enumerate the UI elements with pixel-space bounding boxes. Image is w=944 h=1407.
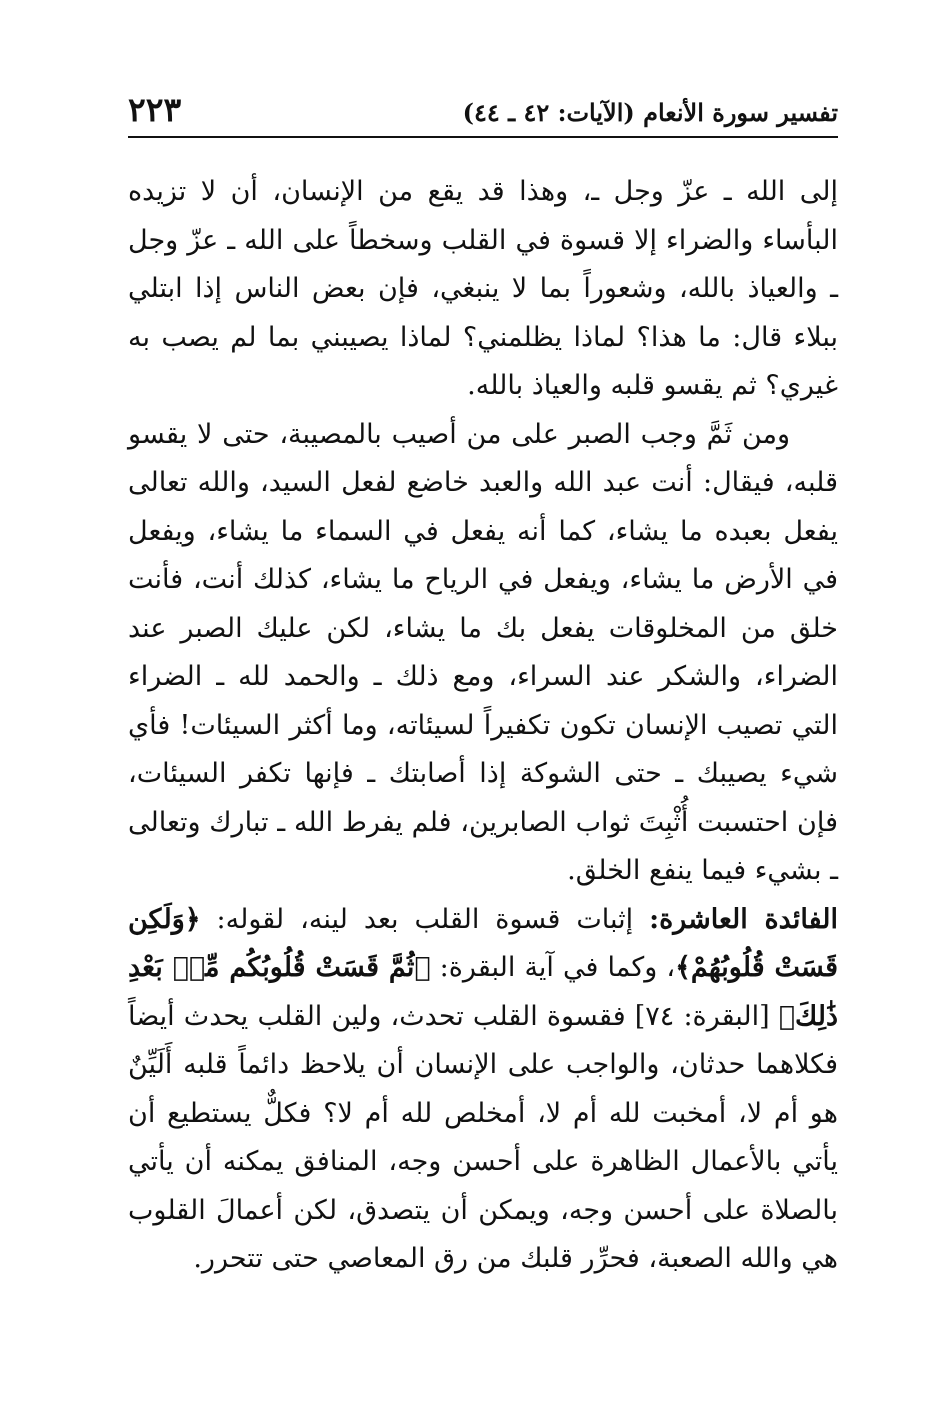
paragraph-3-text-a: إثبات قسوة القلب بعد لينه، لقوله: [200, 903, 650, 935]
paragraph-3-text-c: [البقرة: ٧٤] فقسوة القلب تحدث، ولين القلب يحدث أيضاً فكلاهما حدثان، والواجب على الإنسان أن يلاحظ دائماً قلبه أَلَيِّنٌ هو أم لا، أمخبت لله أم لا، أمخلص لله أم لا؟ فكلٌّ يستطيع أن يأتي بالأعمال الظاهرة على أحسن وجه، المنافق يمكنه أن يأتي بالصلاة على أحسن وجه، ويمكن أن يتصدق، لكن أعمالَ القلوب هي والله الصعبة، فحرِّر قلبك من رق المعاصي حتى تتحرر. [128, 1000, 838, 1274]
paragraph-3-text-b: ، وكما في آية البقرة: [430, 952, 676, 983]
benefit-heading: الفائدة العاشرة: [649, 903, 838, 935]
page-number: ٢٢٣ [128, 90, 182, 129]
page-header [128, 92, 838, 138]
quran-verse-1: ﴿وَلَكِن قَسَتْ قُلُوبُهُمْ﴾ [128, 903, 839, 983]
paragraph-3 [128, 896, 838, 1284]
body-text [128, 168, 838, 1284]
running-title: تفسير سورة الأنعام (الآيات: ٤٢ ـ ٤٤) [462, 98, 838, 127]
paragraph-2: ومن ثَمَّ وجب الصبر على من أصيب بالمصيبة، حتى لا يقسو قلبه، فيقال: أنت عبد الله والعبد خاضع لفعل السيد، والله تعالى يفعل بعبده ما يشاء، كما أنه يفعل في السماء ما يشاء، ويفعل في الأرض ما يشاء، ويفعل في الرياح ما يشاء، كذلك أنت، فأنت خلق من المخلوقات يفعل بك ما يشاء، لكن عليك الصبر عند الضراء، والشكر عند السراء، ومع ذلك ـ والحمد لله ـ الضراء التي تصيب الإنسان تكون تكفيراً لسيئاته، وما أكثر السيئات! فأي شيء يصيبك ـ حتى الشوكة إذا أصابتك ـ فإنها تكفر السيئات، فإن احتسبت أُثْبِتَ ثواب الصابرين، فلم يفرط الله ـ تبارك وتعالى ـ بشيء فيما ينفع الخلق. [128, 418, 838, 886]
paragraph-1: إلى الله ـ عزّ وجل ـ، وهذا قد يقع من الإنسان، أن لا تزيده البأساء والضراء إلا قسوة في القلب وسخطاً على الله ـ عزّ وجل ـ والعياذ بالله، وشعوراً بما لا ينبغي، فإن بعض الناس إذا ابتلي ببلاء قال: ما هذا؟ لماذا يظلمني؟ لماذا يصيبني بما لم يصب به غيري؟ ثم يقسو قلبه والعياذ بالله. [128, 176, 838, 401]
quran-verse-2: ﴿ثُمَّ قَسَتْ قُلُوبُكُم مِّنۢ بَعْدِ ذَٰلِكَ﴾ [128, 952, 839, 1032]
